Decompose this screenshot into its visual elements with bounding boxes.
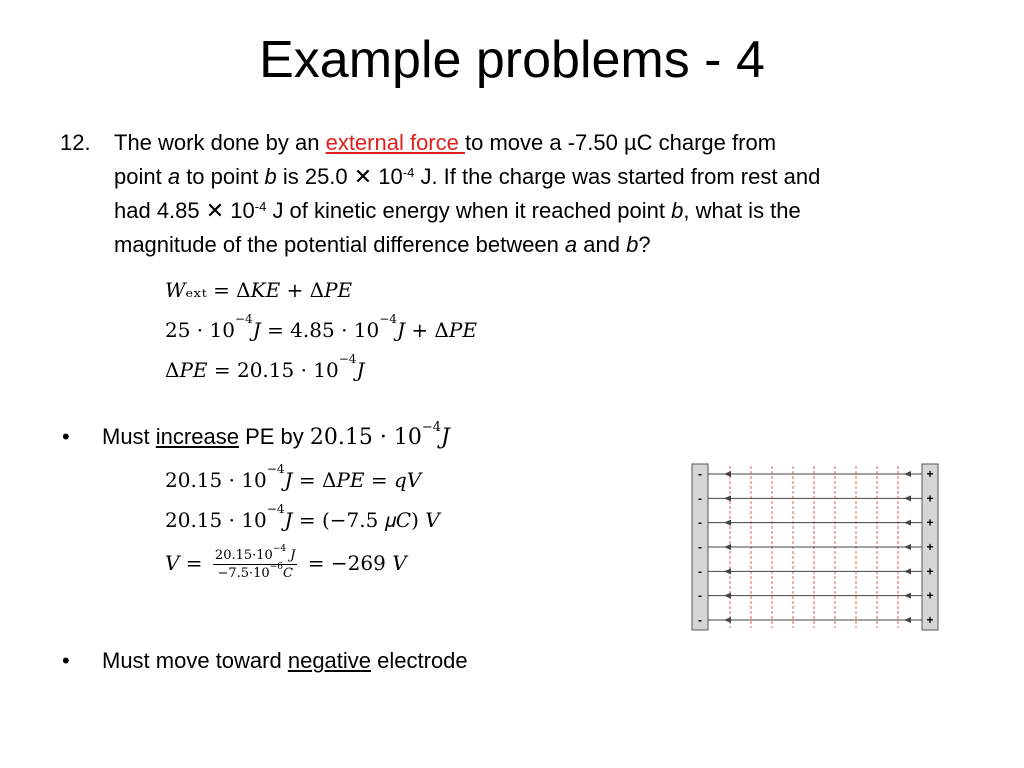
negative-sign: - — [698, 467, 702, 481]
field-arrow — [724, 617, 731, 623]
positive-sign: + — [926, 467, 934, 481]
negative-sign: - — [698, 564, 702, 579]
field-arrow — [724, 568, 731, 574]
positive-sign: + — [926, 491, 934, 506]
negative-sign: - — [698, 540, 702, 554]
equation-delta-pe: Δ𝑃𝐸 = $20.15 \cdot 10^{-4}𝐽$ — [165, 352, 365, 382]
field-arrow — [904, 544, 911, 550]
problem-line-2: point a to point b is 25.0 ✕ $10^{-4}$ J. If the charge was started from rest and — [114, 164, 821, 189]
bullet-marker: • — [62, 424, 70, 449]
voltage-fraction: $\frac{20.15\cdot 10^{-4} 𝐽}{-7.5\cdot 10^{-6}𝐶}$ — [214, 544, 296, 581]
negative-sign: - — [698, 515, 702, 530]
negative-sign: - — [698, 588, 702, 603]
positive-sign: + — [926, 564, 934, 579]
slide-title: Example problems - 4 — [259, 31, 765, 89]
field-arrow — [724, 593, 731, 599]
problem-line-3: had 4.85 ✕ $10^{-4}$ J of kinetic energy when it reached point b, what is the — [114, 198, 801, 223]
field-arrow — [904, 471, 911, 477]
positive-sign: + — [926, 613, 934, 627]
negative-sign: - — [698, 613, 702, 627]
positive-sign: + — [926, 588, 934, 603]
field-arrow — [904, 495, 911, 501]
external-force-link[interactable]: external force — [325, 130, 465, 155]
positive-sign: + — [926, 515, 934, 530]
problem-statement — [60, 126, 990, 262]
bullet-increase-pe: • Must increase PE by $20.15 \cdot 10^{-4}𝐽$ — [62, 420, 450, 450]
problem-number: 12. — [60, 130, 91, 155]
field-arrow — [904, 617, 911, 623]
electric-field-diagram — [690, 462, 940, 632]
field-arrow — [904, 593, 911, 599]
field-arrow — [904, 568, 911, 574]
field-arrow — [724, 544, 731, 550]
problem-line-4: magnitude of the potential difference between a and b? — [114, 232, 651, 257]
field-lines — [708, 471, 922, 623]
equation-charge: $20.15 \cdot 10^{-4}𝐽 = (-7.5$ 𝜇𝐶) 𝑉 — [165, 502, 440, 532]
field-arrow — [724, 495, 731, 501]
equation-qv: $20.15 \cdot 10^{-4}𝐽$ = Δ𝑃𝐸 = 𝑞𝑉 — [165, 462, 422, 492]
bullet-marker: • — [62, 648, 70, 673]
equation-voltage: 𝑉 = $\frac{20.15\cdot 10^{-4} 𝐽}{-7.5\cdot 10^{-6}𝐶}$ = −269 𝑉 — [165, 544, 407, 581]
field-arrow — [724, 471, 731, 477]
equation-substitution: $25 \cdot 10^{-4}𝐽 = 4.85$ · $10^{-4}𝐽$ + Δ𝑃𝐸 — [165, 312, 477, 342]
bullet-move-negative: • Must move toward negative electrode — [62, 648, 468, 673]
negative-sign: - — [698, 491, 702, 506]
positive-sign: + — [926, 540, 934, 554]
field-arrow — [724, 520, 731, 526]
problem-line-1: The work done by an external force to move a -7.50 µC charge from — [114, 130, 777, 155]
field-arrow — [904, 520, 911, 526]
equation-work-energy: 𝑊ₑₓₜ = Δ𝐾𝐸 + Δ𝑃𝐸 — [165, 278, 353, 302]
